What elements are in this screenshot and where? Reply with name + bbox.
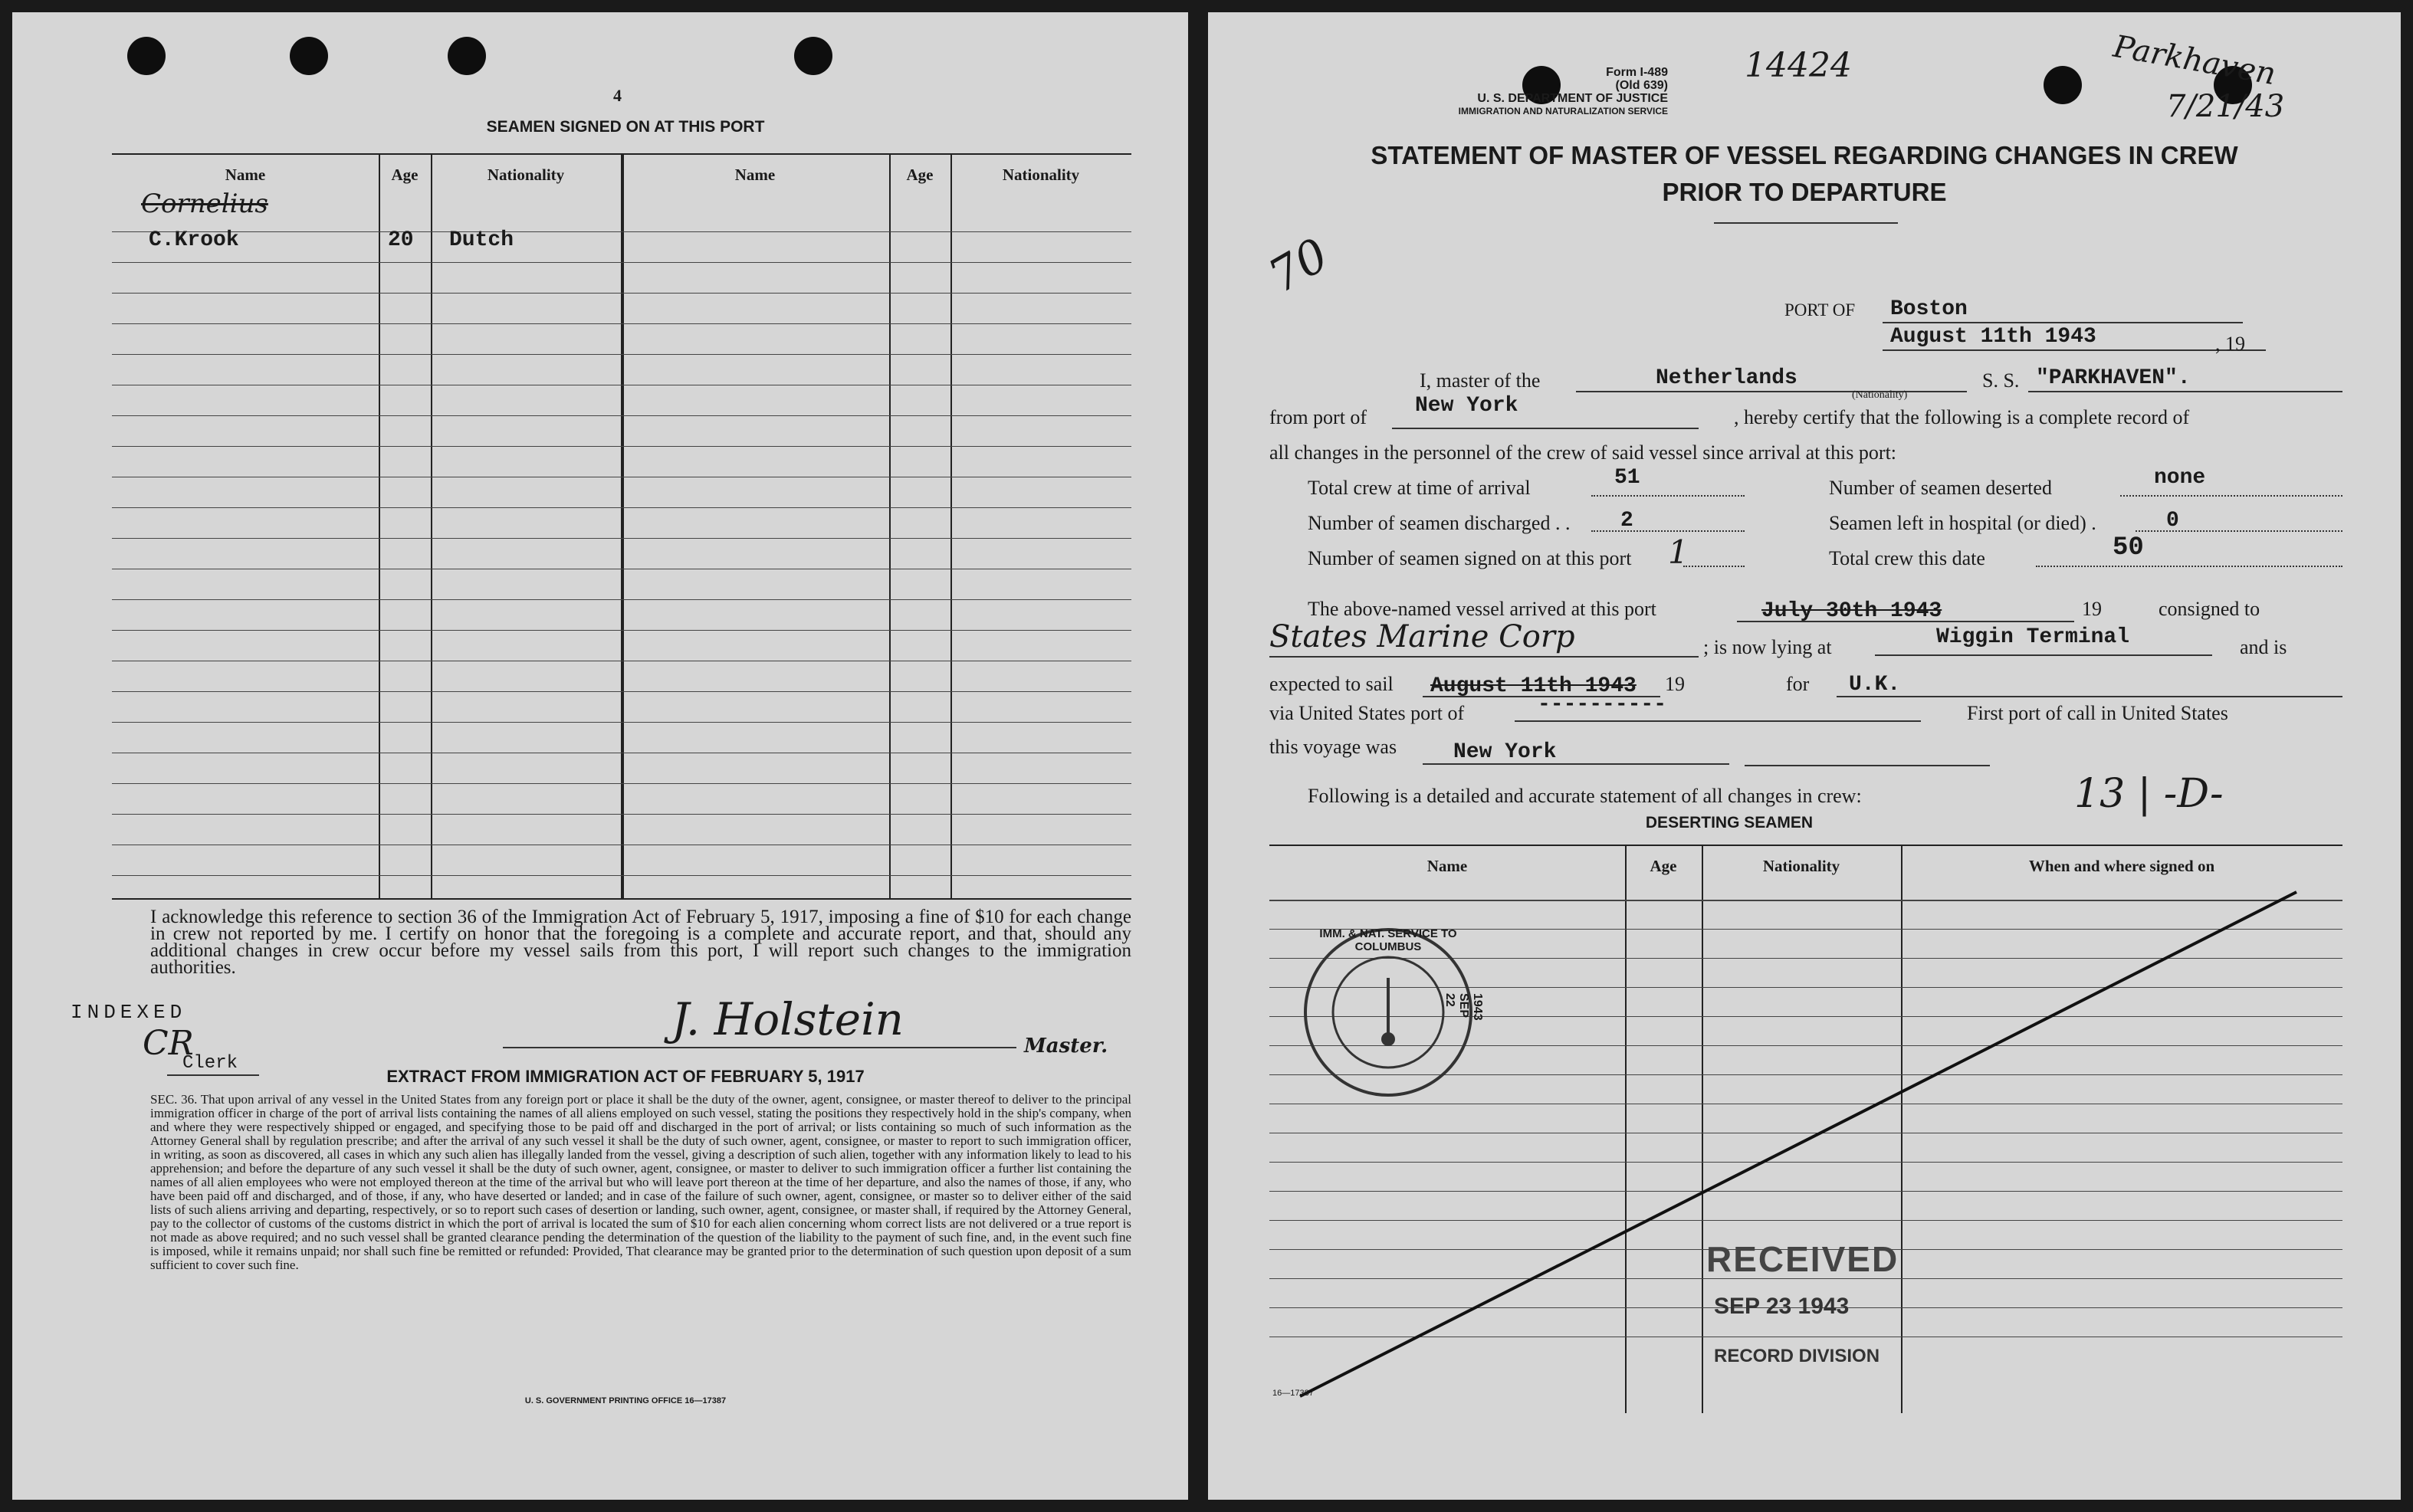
right-page (1208, 12, 2401, 1500)
total-crew-date-label: Total crew this date (1829, 547, 1985, 569)
signed-on: 1 (1668, 533, 1689, 571)
page-number: 4 (613, 86, 622, 105)
col-header-nationality: Nationality (1002, 166, 1080, 184)
master-of-label: I, master of the (1420, 369, 1541, 392)
col-header-signed-on: When and where signed on (2028, 857, 2215, 875)
col-header-age: Age (1650, 857, 1677, 875)
corner-note: Parkhaven (2110, 28, 2279, 93)
form-number: Form I-489 (1606, 66, 1668, 79)
signed-on-table (112, 153, 1131, 900)
via-label: via United States port of (1269, 702, 1465, 724)
via-value: ---------- (1538, 693, 1667, 717)
voyage-label: this voyage was (1269, 736, 1397, 758)
indexed-stamp: INDEXED (71, 1001, 187, 1024)
department: U. S. DEPARTMENT OF JUSTICE (1477, 92, 1668, 105)
col-header-name: Name (225, 166, 266, 184)
for-value: U.K. (1849, 673, 1901, 697)
corner-date: 7/21/43 (2166, 89, 2285, 124)
arrived-value: July 30th 1943 (1761, 599, 1942, 623)
expected-value: August 11th 1943 (1430, 674, 1637, 698)
punch-hole (290, 37, 328, 75)
from-port-value: New York (1415, 394, 1518, 418)
clerk-initials: CR (143, 1024, 194, 1063)
following-text: Following is a detailed and accurate statement of all changes in crew: (1308, 785, 1862, 807)
margin-number: 70 (1259, 228, 1338, 304)
nationality-value: Netherlands (1656, 366, 1797, 390)
hospital: 0 (2166, 509, 2179, 533)
total-crew-date: 50 (2113, 533, 2144, 562)
punch-hole (127, 37, 166, 75)
stamp-date: 1943 SEP 22 (1443, 993, 1484, 1021)
left-page (12, 12, 1188, 1500)
circular-stamp (1300, 924, 1484, 1100)
from-port-label: from port of (1269, 406, 1367, 428)
signature-line (503, 1047, 1016, 1048)
seaman-name: C.Krook (149, 228, 239, 252)
arrived-label: The above-named vessel arrived at this port (1308, 598, 1656, 620)
hospital-label: Seamen left in hospital (or died) . (1829, 512, 2096, 534)
col-header-age: Age (906, 166, 934, 184)
acknowledgement-text: I acknowledge this reference to section 36 of the Immigration Act of February 5, 1917, imposing a fine of $10 for each change in crew not reported by me. I certify on honor that the foregoing is a complete and accurate report, and that, should any additional changes in crew occur before my vessel sails from this port, I will report such changes to the immigration authorities. (150, 907, 1131, 978)
first-port-label: First port of call in United States (1967, 702, 2228, 724)
service: IMMIGRATION AND NATURALIZATION SERVICE (1458, 106, 1668, 116)
total-crew-arrival: 51 (1614, 466, 1640, 490)
deserted: none (2154, 466, 2206, 490)
master-label: Master. (1024, 1035, 1108, 1058)
year-prefix-2: 19 (1665, 673, 1685, 695)
stamp-ring: IMM. & NAT. SERVICE TO COLUMBUS (1319, 927, 1457, 953)
consigned-label: consigned to (2159, 598, 2260, 620)
col-header-age: Age (391, 166, 419, 184)
voyage-value: New York (1453, 740, 1557, 764)
and-is: and is (2240, 636, 2287, 658)
struck-name: Cornelius (141, 189, 268, 219)
lying-value: Wiggin Terminal (1936, 625, 2130, 649)
date-value: August 11th 1943 (1890, 325, 2096, 349)
ss-label: S. S. (1982, 369, 2020, 392)
punch-hole (448, 37, 486, 75)
year-suffix: , 19 (2215, 333, 2245, 355)
form-subtitle: PRIOR TO DEPARTURE (1662, 178, 1947, 206)
form-old: (Old 639) (1615, 79, 1668, 92)
table-title: SEAMEN SIGNED ON AT THIS PORT (486, 118, 765, 136)
ship-name: "PARKHAVEN". (2036, 366, 2191, 390)
deserted-label: Number of seamen deserted (1829, 477, 2052, 499)
deserting-title: DESERTING SEAMEN (1645, 814, 1814, 831)
signed-on-label: Number of seamen signed on at this port (1308, 547, 1632, 569)
port-value: Boston (1890, 297, 1968, 321)
extract-text: SEC. 36. That upon arrival of any vessel in the United States from any foreign port or place it shall be the duty of the owner, agent, consignee, or master thereof to deliver to the principal immigration officer in charge of the port of arrival lists containing the names of all aliens employed on such vessel, stating the positions they respectively hold in the ship's company, when and where they were respectively shipped or engaged, and specifying those to be paid off and discharged in the port of arrival; or lists containing so much of such information as the Attorney General shall by regulation prescribe; and after the arrival of any such vessel it shall be the duty of such owner, agent, consignee, or master to report to such immigration officer, in writing, as soon as discovered, all cases in which any such alien has illegally landed from the vessel, giving a description of such alien, together with any information likely to lead to his apprehension; and before the departure of any such vessel it shall be the duty of such owner, agent, consignee, or master to deliver to such immigration officer a further list containing the names of all alien employees who were not employed thereon at the time of the arrival but who will leave port thereon at the time of her departure, and also the names of those, if any, who have been paid off and discharged, and of those, if any, who have deserted or landed; and in case of the failure of such owner, agent, consignee, or master so to deliver either of the said lists of such aliens arriving and departing, respectively, or so to report such cases of desertion or landing, such owner, agent, consignee, or master shall, if required by the Attorney General, pay to the collector of customs of the customs district in which the port of arrival is located the sum of $10 for each alien concerning whom correct lists are not delivered or a true report is not made as above required; and no such vessel shall be granted clearance pending the determination of the question of the liability to the payment of such fine, and, in the event such fine is imposed, while it remains unpaid; nor shall such fine be remitted or refunded: Provided, That clearance may be granted prior to the determination of such question upon deposit of a sum sufficient to cover such fine. (150, 1092, 1131, 1272)
file-number: 14424 (1745, 46, 1852, 85)
form-header (1361, 66, 1668, 118)
punch-hole (794, 37, 832, 75)
annotation: 13 | -D- (2074, 771, 2224, 817)
punch-hole (2044, 66, 2082, 104)
form-title: STATEMENT OF MASTER OF VESSEL REGARDING CHANGES IN CREW (1371, 141, 2238, 169)
form-footer: 16—17387 (1272, 1389, 1314, 1398)
port-label: PORT OF (1784, 300, 1856, 320)
certify-text: , hereby certify that the following is a complete record of (1734, 406, 2190, 428)
master-signature: J. Holstein (671, 993, 904, 1045)
discharged: 2 (1620, 509, 1633, 533)
col-header-nationality: Nationality (487, 166, 565, 184)
seaman-nationality: Dutch (449, 228, 514, 252)
received-stamp: RECEIVED (1706, 1239, 1899, 1279)
clerk-label: Clerk (182, 1053, 238, 1074)
certify-text-2: all changes in the personnel of the crew of said vessel since arrival at this port: (1269, 441, 1897, 464)
title-rule (1714, 222, 1898, 224)
seaman-age: 20 (388, 228, 414, 252)
discharged-label: Number of seamen discharged . . (1308, 512, 1571, 534)
record-division: RECORD DIVISION (1714, 1346, 1880, 1366)
year-prefix: 19 (2082, 598, 2102, 620)
for-label: for (1786, 673, 1810, 695)
consignee: States Marine Corp (1269, 619, 1575, 654)
col-header-nationality: Nationality (1762, 857, 1840, 875)
received-date: SEP 23 1943 (1714, 1294, 1850, 1319)
expected-label: expected to sail (1269, 673, 1394, 695)
col-header-name: Name (1426, 857, 1468, 875)
printing-office: U. S. GOVERNMENT PRINTING OFFICE 16—17387 (524, 1396, 727, 1405)
lying-label: ; is now lying at (1703, 636, 1832, 658)
total-crew-arrival-label: Total crew at time of arrival (1308, 477, 1531, 499)
col-header-name: Name (734, 166, 776, 184)
extract-title: EXTRACT FROM IMMIGRATION ACT OF FEBRUARY 5, 1917 (386, 1067, 865, 1086)
nationality-label: (Nationality) (1852, 389, 1908, 401)
